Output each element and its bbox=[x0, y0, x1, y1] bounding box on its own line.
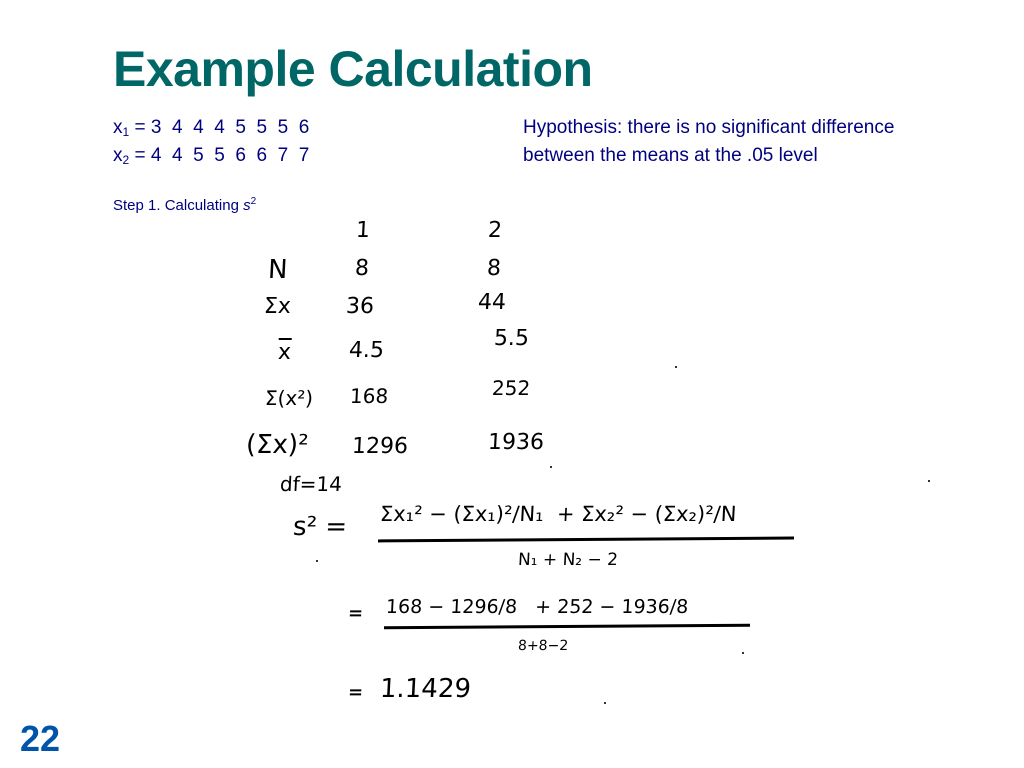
step-label: Step 1. Calculating bbox=[113, 197, 244, 214]
row-sum-squared-value-1: 1296 bbox=[351, 434, 409, 459]
x2-values: = 4 4 5 5 6 6 7 7 bbox=[134, 145, 310, 166]
x1-data-line bbox=[113, 117, 309, 139]
slide-number: 22 bbox=[20, 718, 61, 759]
s-squared-lhs: s² = bbox=[292, 512, 348, 542]
formula-denominator: N₁ + N₂ − 2 bbox=[517, 550, 619, 570]
scan-speck bbox=[928, 480, 930, 482]
row-sum-x-value-2: 44 bbox=[477, 290, 507, 315]
formula-fraction-bar bbox=[378, 537, 794, 543]
row-sum-x-squared-value-1: 168 bbox=[349, 384, 389, 408]
hypothesis-line-1: Hypothesis: there is no significant difference bbox=[523, 117, 895, 138]
row-label-sum-x: Σx bbox=[263, 294, 292, 319]
row-label-sum-squared: (Σx)² bbox=[245, 430, 310, 460]
row-n-value-2: 8 bbox=[486, 256, 502, 281]
substituted-fraction-bar bbox=[384, 624, 750, 630]
substituted-denominator: 8+8−2 bbox=[517, 638, 569, 654]
x1-subscript: 1 bbox=[122, 125, 130, 139]
formula-numerator: Σx₁² − (Σx₁)²/N₁ + Σx₂² − (Σx₂)²/N bbox=[379, 502, 738, 526]
x1-label: x bbox=[113, 117, 123, 138]
equals-sign-2: = bbox=[347, 603, 364, 624]
scan-speck bbox=[742, 652, 744, 654]
column-header-1: 1 bbox=[355, 218, 371, 243]
row-label-mean-x: $\overline{x}$ bbox=[277, 340, 292, 365]
scan-speck bbox=[604, 702, 606, 704]
row-mean-value-1: 4.5 bbox=[348, 338, 385, 363]
x2-subscript: 2 bbox=[122, 153, 130, 167]
slide-title: Example Calculation bbox=[113, 41, 593, 97]
scan-speck bbox=[316, 560, 318, 562]
column-header-2: 2 bbox=[487, 218, 503, 243]
row-sum-x-squared-value-2: 252 bbox=[491, 376, 531, 400]
row-n-value-1: 8 bbox=[354, 256, 370, 281]
row-mean-value-2: 5.5 bbox=[493, 326, 530, 351]
row-label-sum-x-squared: Σ(x²) bbox=[264, 386, 314, 410]
step-symbol: s bbox=[243, 197, 251, 214]
scan-speck bbox=[550, 466, 552, 468]
row-label-n: N bbox=[267, 255, 289, 285]
degrees-of-freedom: df=14 bbox=[279, 472, 343, 496]
hypothesis-line-2: between the means at the .05 level bbox=[523, 145, 818, 166]
x1-values: = 3 4 4 4 5 5 5 6 bbox=[134, 117, 310, 138]
x2-data-line bbox=[113, 145, 309, 167]
equals-sign-3: = bbox=[347, 682, 364, 703]
step-exponent: 2 bbox=[250, 196, 257, 207]
scan-speck bbox=[675, 366, 677, 368]
x2-label: x bbox=[113, 145, 123, 166]
result-value: 1.1429 bbox=[379, 674, 472, 704]
step-1-heading bbox=[113, 196, 256, 214]
substituted-numerator: 168 − 1296/8 + 252 − 1936/8 bbox=[385, 596, 689, 618]
row-sum-x-value-1: 36 bbox=[345, 294, 375, 319]
row-sum-squared-value-2: 1936 bbox=[487, 430, 545, 455]
